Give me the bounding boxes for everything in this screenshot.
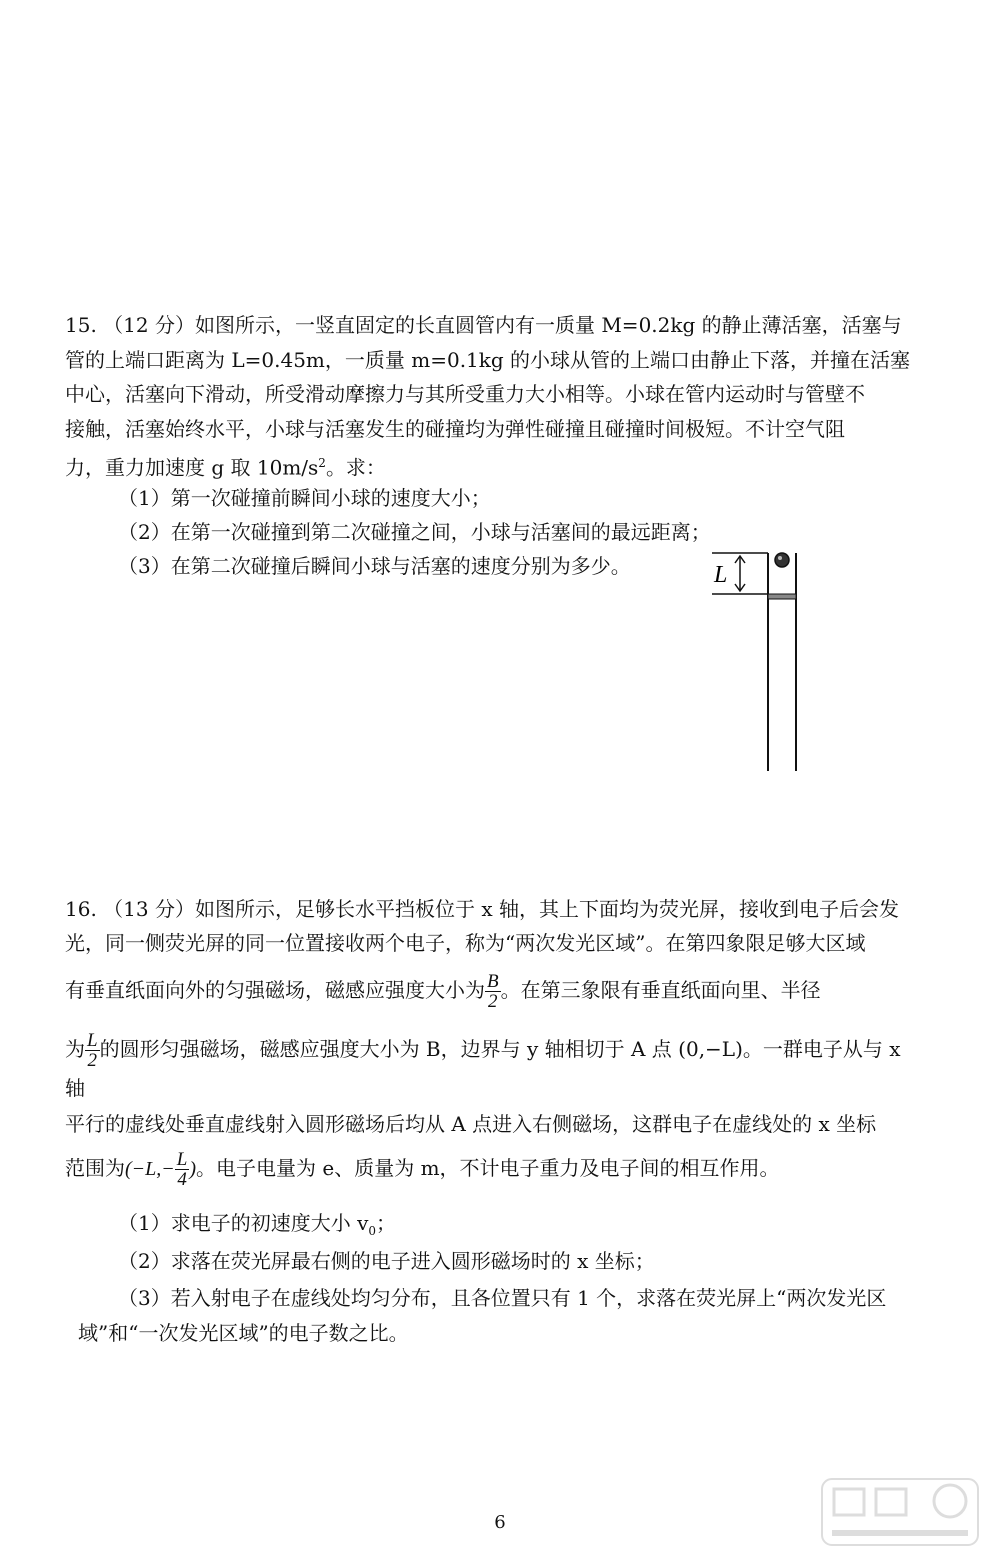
q15-part-3: （3）在第二次碰撞后瞬间小球与活塞的速度分别为多少。 — [118, 554, 631, 578]
fraction-l-over-2: $\frac{L}{2}$ — [87, 1030, 98, 1071]
q15-part-1: （1）第一次碰撞前瞬间小球的速度大小； — [118, 486, 491, 510]
q16-line-5: 轴 — [65, 1076, 85, 1100]
q16-line-4: 为 $\frac{L}{2}$ 的圆形匀强磁场，磁感应强度大小为 B，边界与 y 轴相切于 A 点 (0,−L)。一群电子从与 x — [65, 1030, 901, 1071]
ball — [775, 553, 789, 567]
q15-line-1: 15. （12 分）如图所示，一竖直固定的长直圆管内有一质量 M=0.2kg 的静止薄活塞，活塞与 — [65, 313, 902, 337]
q16-line-3: 有垂直纸面向外的匀强磁场，磁感应强度大小为 $\frac{B}{2}$ 。在第三象限有垂直纸面向里、半径 — [65, 971, 821, 1012]
distance-label: L — [714, 562, 728, 588]
q16-line-6: 平行的虚线处垂直虚线射入圆形磁场后均从 A 点进入右侧磁场，这群电子在虚线处的 x 坐标 — [65, 1112, 877, 1136]
page-number: 6 — [494, 1512, 506, 1533]
piston — [768, 594, 796, 599]
q15-line-4: 接触，活塞始终水平，小球与活塞发生的碰撞均为弹性碰撞且碰撞时间极短。不计空气阻 — [65, 417, 845, 441]
q15-line-2: 管的上端口距离为 L=0.45m，一质量 m=0.1kg 的小球从管的上端口由静止下落，并撞在活塞 — [65, 348, 911, 372]
q16-part-2: （2）求落在荧光屏最右侧的电子进入圆形磁场时的 x 坐标； — [118, 1249, 655, 1273]
q15-line-3: 中心，活塞向下滑动，所受滑动摩擦力与其所受重力大小相等。小球在管内运动时与管壁不 — [65, 382, 865, 406]
fraction-b-over-2: $\frac{B}{2}$ — [487, 971, 499, 1012]
q15-part-2: （2）在第一次碰撞到第二次碰撞之间，小球与活塞间的最远距离； — [118, 520, 711, 544]
fraction-l-over-4: $\frac{L}{4}$ — [176, 1149, 188, 1190]
q15-line-5: 力，重力加速度 g 取 $10m/s^2$。求： — [65, 455, 386, 480]
tube-piston-figure — [700, 545, 810, 775]
q16-part-1: （1）求电子的初速度大小 $v_0$； — [118, 1211, 397, 1238]
q16-line-1: 16. （13 分）如图所示，足够长水平挡板位于 x 轴，其上下面均为荧光屏，接收到电子后会发 — [65, 897, 899, 921]
q16-line-2: 光，同一侧荧光屏的同一位置接收两个电子，称为“两次发光区域”。在第四象限足够大区域 — [65, 931, 866, 955]
q16-part-3b: 域”和“一次发光区域”的电子数之比。 — [78, 1321, 409, 1345]
ball-highlight — [778, 556, 782, 560]
q16-part-3a: （3）若入射电子在虚线处均匀分布，且各位置只有 1 个，求落在荧光屏上“两次发光区 — [118, 1286, 887, 1310]
q16-line-7: 范围为(−L,− $\frac{L}{4}$ )。电子电量为 e、质量为 m，不计电子重力及电子间的相互作用。 — [65, 1149, 780, 1190]
